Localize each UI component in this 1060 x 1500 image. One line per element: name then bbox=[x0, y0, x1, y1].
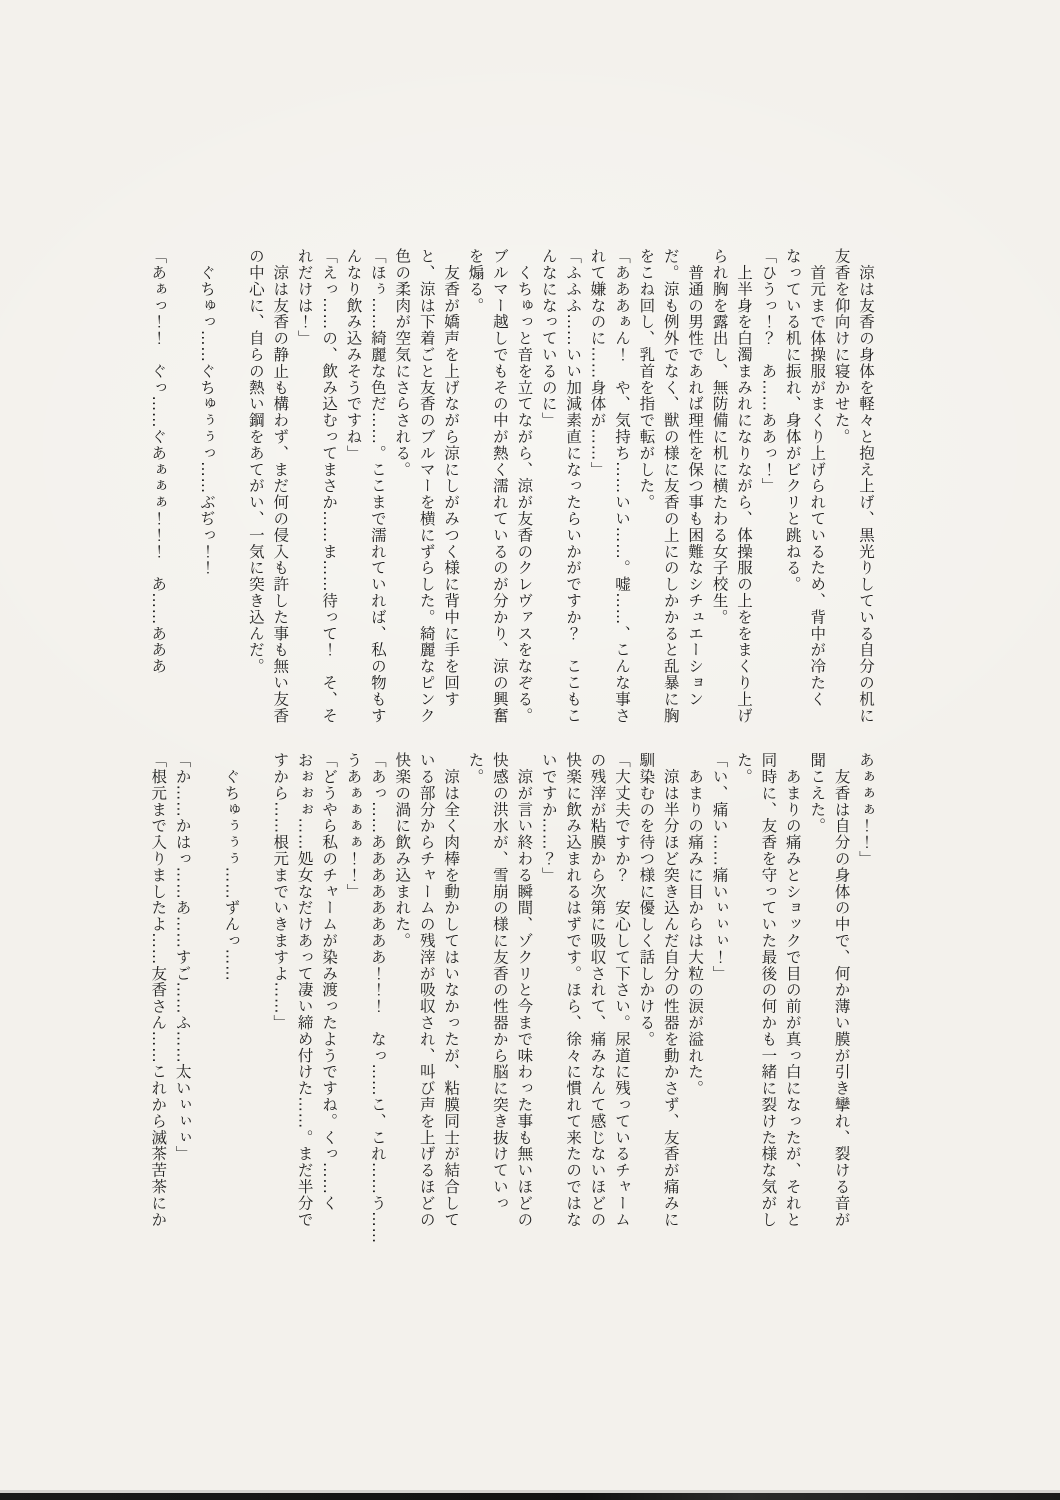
text-column: 馴染むのを待つ様に優しく話しかける。 bbox=[637, 752, 656, 1048]
text-column: 「い、痛い……痛いぃぃぃ！」 bbox=[710, 752, 729, 982]
text-column: 「根元まで入りましたよ……友香さん……これから滅茶苦茶にか bbox=[149, 752, 168, 1228]
text-column: 涼は友香の身体を軽々と抱え上げ、黒光りしている自分の机に bbox=[857, 248, 875, 724]
text-column: れて嫌なのに……身体が……」 bbox=[588, 248, 607, 478]
text-column: 色の柔肉が空気にさらされる。 bbox=[393, 248, 412, 478]
text-column: うあぁぁぁぁ！！」 bbox=[344, 752, 363, 900]
text-column: 快楽の渦に飲み込まれた。 bbox=[393, 752, 412, 949]
text-column: 普通の男性であれば理性を保つ事も困難なシチュエーション bbox=[686, 248, 705, 708]
text-column: ブルマー越しでもその中が熱く濡れているのが分かり、涼の興奮 bbox=[490, 248, 509, 724]
text-column: 「あぁっ！！ ぐっ……ぐあぁぁぁ！！！ あ……あああ bbox=[149, 248, 168, 675]
text-column: 涼が言い終わる瞬間、ゾクリと今まで味わった事も無いほどの bbox=[515, 752, 534, 1228]
text-column: くちゅっと音を立てながら、涼が友香のクレヴァスをなぞる。 bbox=[515, 248, 534, 724]
text-column: おぉぉぉ……処女なだけあって凄い締め付けた……。まだ半分で bbox=[295, 752, 314, 1228]
text-column: いですか……？」 bbox=[539, 752, 558, 884]
text-column: んなになっているのに」 bbox=[539, 248, 558, 429]
text-column bbox=[243, 752, 267, 1250]
scan-edge-bar bbox=[0, 1493, 1060, 1500]
text-column: 「ほぅ……綺麗な色だ……。ここまで濡れていれば、私の物もす bbox=[368, 248, 387, 724]
text-column: 「あっ……ああああああああ！！！ なっ……こ、これ……う…… bbox=[368, 752, 387, 1244]
text-column: 同時に、友香を守っていた最後の何かも一緒に裂けた様な気がし bbox=[759, 752, 778, 1228]
text-column: られ胸を露出し、無防備に机に横たわる女子校生。 bbox=[710, 248, 729, 626]
text-column: 友香は自分の身体の中で、何か薄い膜が引き攣れ、裂ける音が bbox=[832, 752, 851, 1228]
text-column: た。 bbox=[466, 752, 485, 785]
text-column: れだけは！」 bbox=[295, 248, 314, 347]
text-column: あぁぁぁ！！」 bbox=[857, 752, 875, 867]
text-column: あまりの痛みに目からは大粒の涙が溢れた。 bbox=[686, 752, 705, 1097]
text-column: 友香が嬌声を上げながら涼にしがみつく様に背中に手を回す bbox=[442, 248, 461, 708]
vertical-text-block-top bbox=[138, 248, 878, 730]
text-column: た。 bbox=[734, 752, 753, 785]
text-column: 涼は全く肉棒を動かしてはいなかったが、粘膜同士が結合して bbox=[442, 752, 461, 1228]
text-column bbox=[219, 248, 243, 730]
text-column: 「どうやら私のチャームが染み渡ったようですね。くっ……く bbox=[320, 752, 339, 1212]
text-column bbox=[170, 248, 194, 730]
text-column: 涼は友香の静止も構わず、まだ何の侵入も許した事も無い友香 bbox=[271, 248, 290, 724]
text-column: 「か……かはっ……あ……すご……ふ……太いぃぃぃ」 bbox=[173, 752, 192, 1162]
text-column: 「ひうっ！？ あ……ああっ！」 bbox=[759, 248, 778, 494]
text-column: 涼は半分ほど突き込んだ自分の性器を動かさず、友香が痛みに bbox=[661, 752, 680, 1228]
text-column: 快楽に飲み込まれるはずです。ほら、徐々に慣れて来たのではな bbox=[564, 752, 583, 1228]
text-column: 「ふふふ……いい加減素直になったらいかがですか？ ここもこ bbox=[564, 248, 583, 724]
text-column: あまりの痛みとショックで目の前が真っ白になったが、それと bbox=[783, 752, 802, 1228]
text-column: すから……根元までいきますよ……」 bbox=[271, 752, 290, 1031]
text-column: の残滓が粘膜から次第に吸収されて、痛みなんて感じないほどの bbox=[588, 752, 607, 1228]
text-column: をこね回し、乳首を指で転がした。 bbox=[637, 248, 656, 511]
text-column: を煽る。 bbox=[466, 248, 485, 314]
text-column: なっている机に振れ、身体がビクリと跳ねる。 bbox=[783, 248, 802, 593]
text-column: ぐちゅぅぅぅ……ずんっ…… bbox=[222, 752, 241, 982]
text-column: ぐちゅっ……ぐちゅぅぅっ……ぶぢっ！！ bbox=[198, 248, 217, 576]
text-column: いる部分からチャームの残滓が吸収され、叫び声を上げるほどの bbox=[417, 752, 436, 1228]
text-column: 「えっ……の、飲み込むってまさか……ま……待って！ そ、そ bbox=[320, 248, 339, 724]
text-column: んなり飲み込みそうですね」 bbox=[344, 248, 363, 462]
text-column: 「あああぁん！ や、気持ち……いい……。嘘……、こんな事さ bbox=[612, 248, 631, 724]
text-column: と、涼は下着ごと友香のブルマーを横にずらした。綺麗なピンク bbox=[417, 248, 436, 724]
text-column bbox=[195, 752, 219, 1250]
vertical-text-block-bottom bbox=[138, 752, 878, 1250]
text-column: 首元まで体操服がまくり上げられているため、背中が冷たく bbox=[808, 248, 827, 708]
text-column: 上半身を白濁まみれになりながら、体操服の上ををまくり上げ bbox=[734, 248, 753, 724]
text-column: の中心に、自らの熱い鋼をあてがい、一気に突き込んだ。 bbox=[246, 248, 265, 675]
text-column: 聞こえた。 bbox=[808, 752, 827, 834]
text-column: 「大丈夫ですか？ 安心して下さい。尿道に残っているチャーム bbox=[612, 752, 631, 1228]
text-column: 快感の洪水が、雪崩の様に友香の性器から脳に突き抜けていっ bbox=[490, 752, 509, 1212]
text-column: 友香を仰向けに寝かせた。 bbox=[832, 248, 851, 445]
text-column: だ。涼も例外でなく、獣の様に友香の上にのしかかると乱暴に胸 bbox=[661, 248, 680, 724]
